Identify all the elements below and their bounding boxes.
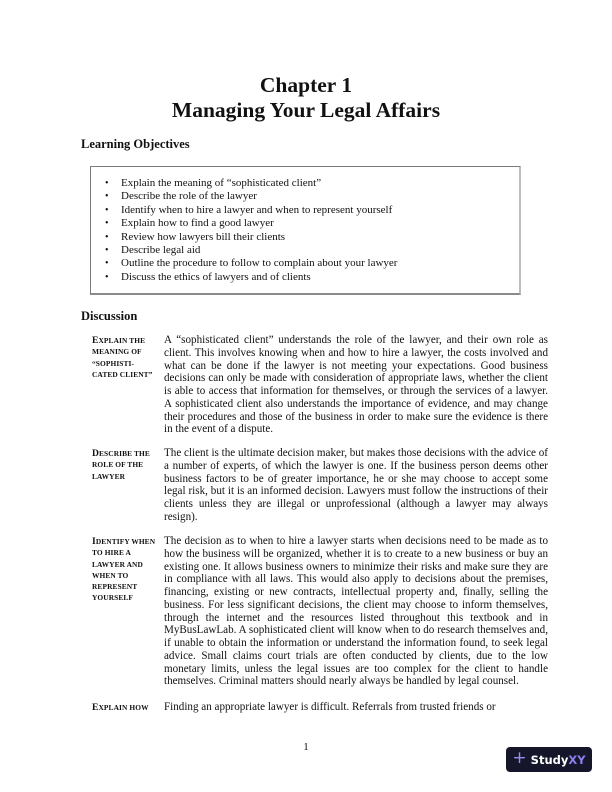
studyxy-badge[interactable] (506, 747, 592, 772)
margin-heading: EXPLAIN THE MEANING OF “SOPHISTI- CATED CLIENT” (92, 335, 153, 379)
learning-objectives-heading: Learning Objectives (81, 137, 190, 151)
plus-icon: + (512, 748, 527, 768)
bullet-icon: • (105, 218, 109, 230)
bullet-icon: • (105, 231, 109, 243)
margin-heading: DESCRIBE THE ROLE OF THE LAWYER (92, 448, 150, 481)
objective-item: • Explain the meaning of “sophisticated client” (105, 177, 322, 189)
section-paragraph: The client is the ultimate decision maker, but makes those decisions with the advice of a number of experts, of which the lawyer is one. If the business person deems other business factors to be of greater importance, he or she may choose to accept some legal risk, but it is an informed decision. Lawyers must follow the instructions of their clients unless they are illegal or unprofessional (although a lawyer may always resign). (164, 447, 548, 523)
margin-heading: EXPLAIN HOW (92, 702, 149, 713)
brand-text-study: Study (530, 752, 569, 767)
bullet-icon: • (105, 258, 109, 270)
page-number: 1 (303, 741, 309, 753)
section-paragraph: A “sophisticated client” understands the role of the lawyer, and their own role as client. This involves knowing when and how to hire a lawyer, the costs involved and what can be done if the lawyer is not meeting your expectations. Good business decisions can only be made with consideration of appropriate laws, whether the client is able to access that information for themselves, or through the services of a lawyer. A sophisticated client also understands the importance of evidence, and may change their procedures and those of the business in order to make sure the evidence is there in the event of a dispute. (164, 334, 548, 436)
objective-item: • Identify when to hire a lawyer and when to represent yourself (105, 203, 393, 216)
learning-objectives-box (90, 166, 521, 295)
bullet-icon: • (105, 245, 109, 257)
section-paragraph: Finding an appropriate lawyer is difficult. Referrals from trusted friends or (164, 701, 496, 713)
brand-text-xy: XY (568, 752, 586, 767)
objective-item: • Describe legal aid (105, 244, 201, 257)
objective-item: • Review how lawyers bill their clients (105, 230, 286, 243)
bullet-icon: • (105, 191, 109, 203)
chapter-number: Chapter 1 (259, 73, 353, 97)
bullet-icon: • (105, 204, 109, 216)
objectives-list (91, 177, 397, 284)
discussion-heading: Discussion (81, 309, 138, 323)
bullet-icon: • (105, 271, 109, 283)
bullet-icon: • (105, 178, 109, 189)
objective-item: • Explain how to find a good lawyer (105, 217, 274, 230)
objective-item: • Describe the role of the lawyer (105, 190, 257, 203)
objective-item: • Outline the procedure to follow to complain about your lawyer (105, 257, 398, 270)
objective-item: • Discuss the ethics of lawyers and of clients (105, 270, 311, 283)
chapter-title: Managing Your Legal Affairs (171, 98, 441, 122)
margin-heading: IDENTIFY WHEN TO HIRE A LAWYER AND WHEN TO REPRESENT YOURSELF (92, 536, 156, 603)
section-paragraph: The decision as to when to hire a lawyer starts when decisions need to be made as to how the business will be organized, whether it is to create to a new business or buy an existing one. It allows business owners to minimize their risks and make sure they are in compliance with all laws. This would also apply to decisions about the premises, financing, existing or new contracts, intellectual property and, finally, selling the business. For less significant decisions, the client may choose to inform themselves, through the internet and the resources listed throughout this textbook and in MyBusLawLab. A sophisticated client will know when to do research themselves and, if unable to obtain the information or understand the information found, to seek legal advice. Small claims court trials are often conducted by clients, due to the low monetary limits, unless the legal issues are too complex for the client to handle themselves. Criminal matters should nearly always be handled by legal counsel. (164, 535, 548, 688)
